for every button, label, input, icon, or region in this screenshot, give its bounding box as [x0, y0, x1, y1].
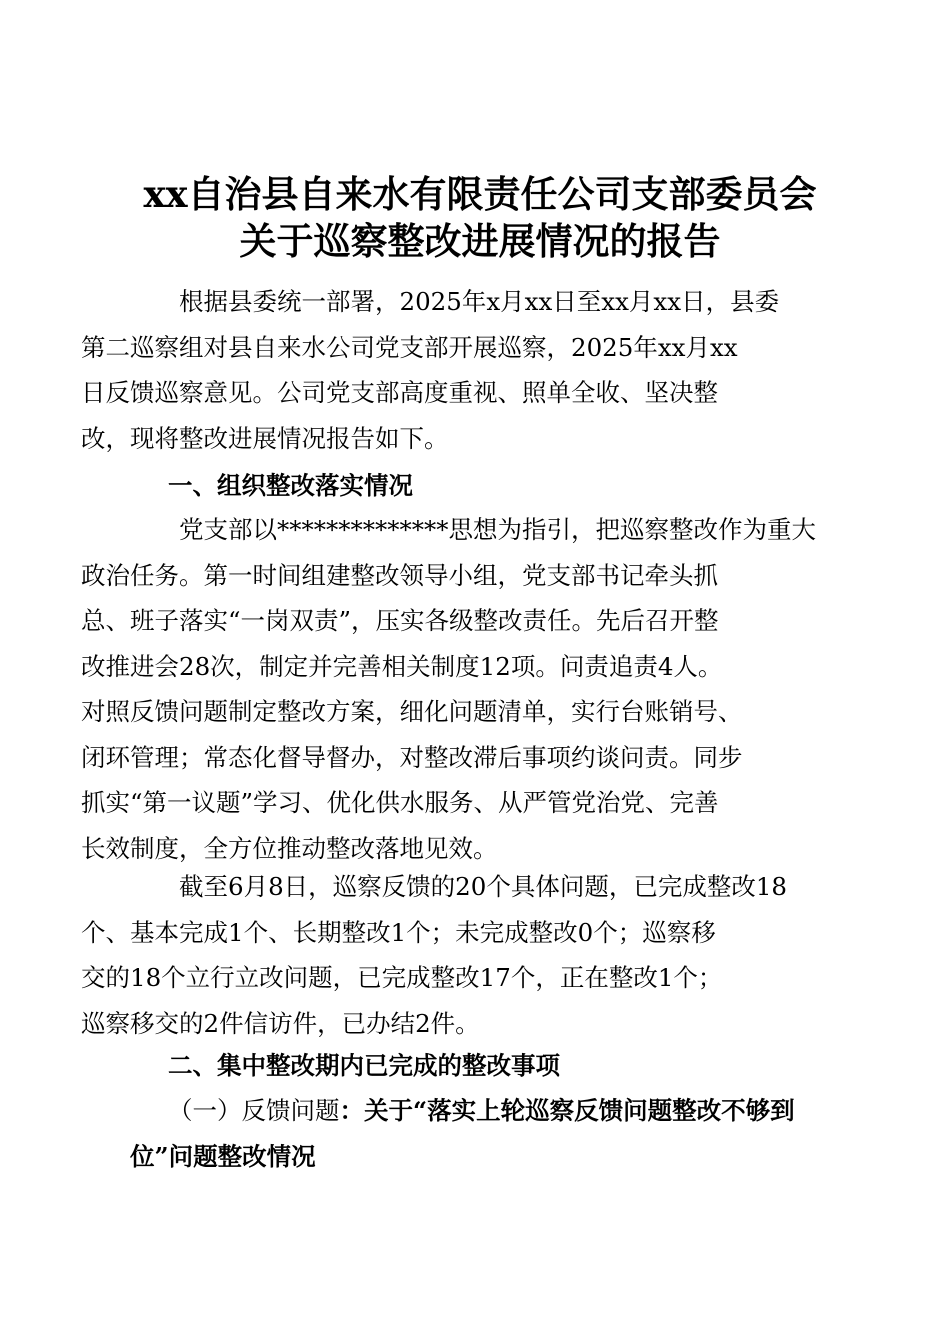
document-title-line-2: 关于巡察整改进展情况的报告	[239, 219, 721, 263]
sub1-line-1	[130, 1088, 840, 1134]
s1p1-line-6: 闭环管理；常态化督导督办，对整改滞后事项约谈问责。同步	[81, 742, 743, 772]
sub1-prefix: （一）反馈问题	[168, 1096, 340, 1125]
s1p1-line-4: 改推进会28次，制定并完善相关制度12项。问责追责4人。	[81, 651, 723, 681]
section-1-paragraph-1	[81, 507, 830, 871]
document-title-line-1: xx自治县自来水有限责任公司支部委员会	[143, 172, 817, 216]
s1p1-line-1: 党支部以**************思想为指引，把巡察整改作为重大	[179, 515, 816, 544]
s1p1-line-8: 长效制度，全方位推动整改落地见效。	[81, 833, 498, 863]
s1p1-line-2: 政治任务。第一时间组建整改领导小组，党支部书记牵头抓	[81, 560, 718, 590]
sub1-line-2: 位”问题整改情况	[130, 1141, 316, 1171]
s1p1-line-7: 抓实“第一议题”学习、优化供水服务、从严管党治党、完善	[81, 788, 719, 817]
intro-line-1: 根据县委统一部署，2025年x月xx日至xx月xx日，县委	[179, 287, 780, 316]
s1p2-line-2: 个、基本完成1个、长期整改1个；未完成整改0个；巡察移	[81, 917, 716, 947]
intro-line-2: 第二巡察组对县自来水公司党支部开展巡察，2025年xx月xx	[81, 332, 738, 362]
sub1-title-part-1: 关于“落实上轮巡察反馈问题整改不够到	[364, 1096, 795, 1125]
sub1-colon: ：	[339, 1096, 364, 1125]
section-2-subheading-1	[130, 1088, 840, 1179]
intro-line-3: 日反馈巡察意见。公司党支部高度重视、照单全收、坚决整	[81, 378, 718, 407]
intro-paragraph	[81, 279, 830, 461]
s1p1-line-5: 对照反馈问题制定整改方案，细化问题清单，实行台账销号、	[81, 697, 743, 726]
s1p2-line-1: 截至6月8日，巡察反馈的20个具体问题，已完成整改18	[179, 872, 788, 901]
section-2-heading: 二、集中整改期内已完成的整改事项	[168, 1051, 560, 1080]
intro-line-4: 改，现将整改进展情况报告如下。	[81, 423, 449, 453]
s1p2-line-3: 交的18个立行立改问题，已完成整改17个，正在整改1个；	[81, 963, 723, 992]
s1p1-line-3: 总、班子落实“一岗双责”，压实各级整改责任。先后召开整	[81, 606, 719, 635]
s1p2-line-4: 巡察移交的2件信访件，已办结2件。	[81, 1008, 480, 1038]
section-1-heading: 一、组织整改落实情况	[168, 471, 413, 500]
section-1-paragraph-2	[81, 864, 830, 1046]
